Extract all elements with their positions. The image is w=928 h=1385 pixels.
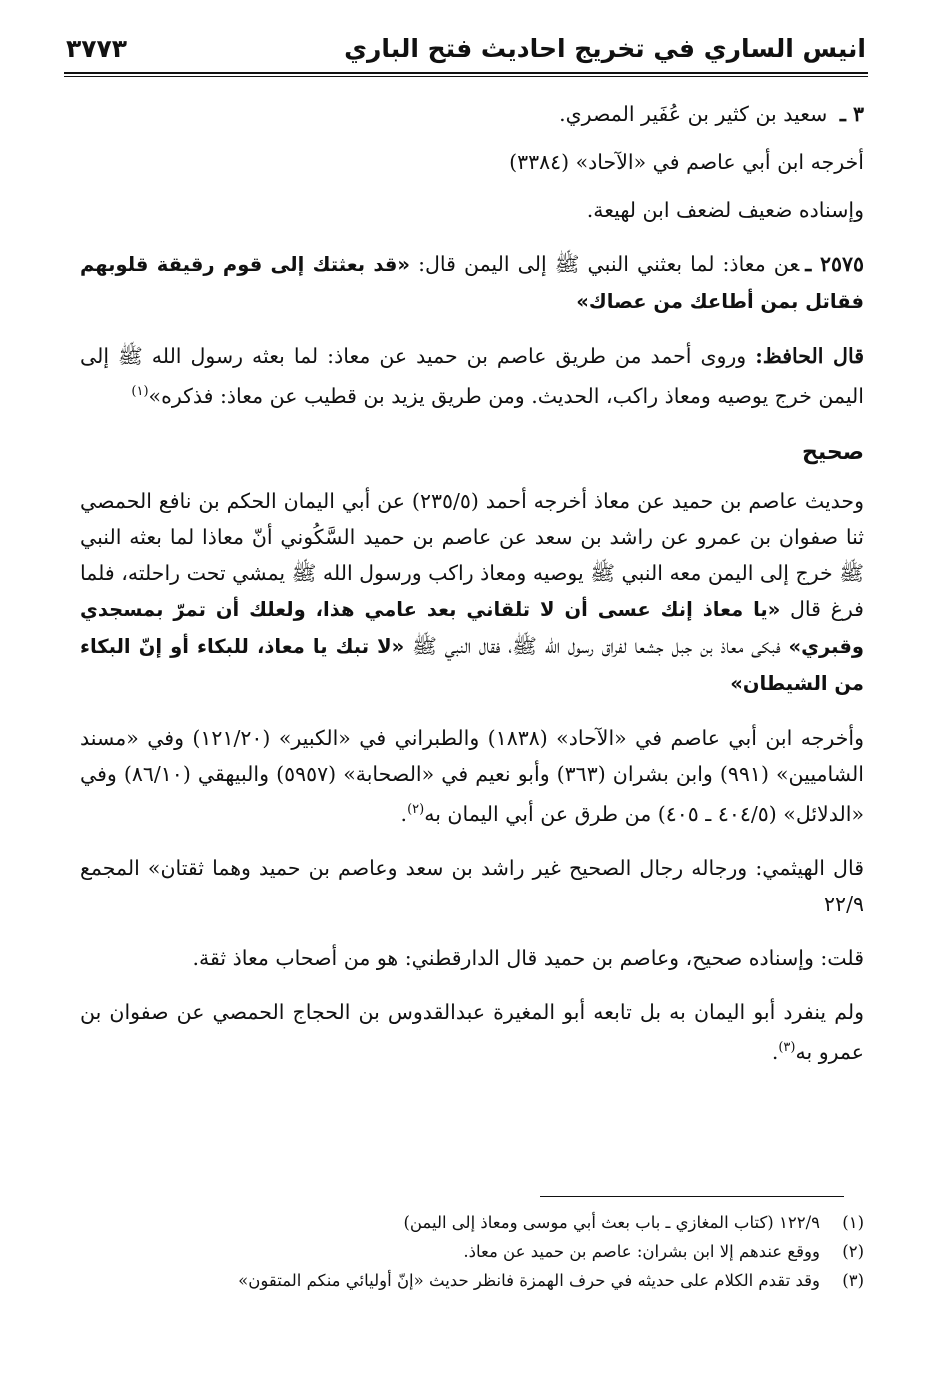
narrator-name: سعيد بن كثير بن عُفَير المصري. [559,102,828,126]
paragraph-3: قال الهيثمي: ورجاله رجال الصحيح غير راشد بن سعد وعاصم بن حميد وهما ثقتان» المجمع ٢٢/٩ [80,855,864,916]
paragraph-1 [80,483,864,702]
footnote-item [200,1208,864,1237]
paragraph-5: ولم ينفرد أبو اليمان به بل تابعه أبو المغيرة عبدالقدوس بن الحجاج الحمصي عن صفوان بن عمرو به$^{(٣)}$. [80,999,864,1064]
hadith-quote: «قد بعثتك إلى قوم رقيقة قلوبهم فقاتل بمن أطاعك من عصاك» [80,253,864,313]
item-3-source: أخرجه ابن أبي عاصم في «الآحاد» (٣٣٨٤) [509,150,864,174]
footnote-item [200,1237,864,1266]
hadith-number: ٢٥٧٥ ـ [805,252,864,276]
footnote-item [200,1266,864,1295]
paragraph-1-text: وحديث عاصم بن حميد عن معاذ أخرجه أحمد (٢٣٥/٥) عن أبي اليمان الحكم بن نافع الحمصي ثنا صفوان بن عمرو عن راشد بن سعد عن عاصم بن حميد السَّكُوني أنّ معاذا لما بعثه النبي ﷺ خرج إلى اليمن معه النبي ﷺ يوصيه ومعاذ راكب ورسول الله ﷺ يمشي تحت راحلته، فلما فرغ قال [80,488,864,621]
footnote-text: ووقع عندهم إلا ابن بشران: عاصم بن حميد عن معاذ. [463,1242,820,1261]
footnote-text: ١٢٢/٩ (كتاب المغازي ـ باب بعث أبي موسى ومعاذ إلى اليمن) [403,1213,820,1232]
item-3 [80,96,864,132]
footnote-number: (٣) [842,1271,864,1290]
item-3-grading: وإسناده ضعيف لضعف ابن لهيعة. [586,198,864,222]
running-header [66,28,866,68]
footnote-separator [540,1196,844,1197]
footnote-ref-2: (٢) [407,801,425,817]
item-number: ٣ ـ [839,102,864,126]
prophet-quote-2: «لا تبك يا معاذ، للبكاء أو إنّ البكاء من الشيطان» [80,634,864,695]
hadith-text [80,246,864,320]
footnote-ref-3: (٣) [778,1039,796,1055]
hadith-intro: عن معاذ: لما بعثني النبي ﷺ إلى اليمن قال: [410,252,800,276]
footnote-number: (١) [842,1213,864,1232]
footnotes [200,1208,864,1295]
paragraph-2: وأخرجه ابن أبي عاصم في «الآحاد» (١٨٣٨) والطبراني في «الكبير» (١٢١/٢٠) وفي «مسند الشاميين» (٩٩١) وابن بشران (٣٦٣) وأبو نعيم في «الصحابة» (٥٩٥٧) والبيهقي (٨٦/١٠) وفي «الدلائل» (٤٠٤/٥ ـ ٤٠٥) من طرق عن أبي اليمان به$^{(٢)}$. [80,725,865,826]
footnote-number: (٢) [842,1242,864,1261]
prophet-quote-1: «يا معاذ إنك عسى أن لا تلقاني بعد عامي هذا، ولعلك أن تمرّ بمسجدي وقبري» [80,597,864,658]
hafiz-comment [80,338,864,414]
footnote-ref-1: (١) [131,384,149,399]
grading-heading: صحيح [802,439,864,465]
paragraph-4: قلت: وإسناده صحيح، وعاصم بن حميد قال الدارقطني: هو من أصحاب معاذ ثقة. [192,945,864,970]
hafiz-text: وروى أحمد من طريق عاصم بن حميد عن معاذ: لما بعثه رسول الله ﷺ إلى اليمن خرج يوصيه ومعاذ راكب، الحديث. ومن طريق يزيد بن قطيب عن معاذ: فذكره» [80,344,864,408]
hafiz-label: قال الحافظ: [755,344,864,368]
header-rule [64,72,868,74]
paragraph-5-text: ولم ينفرد أبو اليمان به بل تابعه أبو المغيرة عبدالقدوس بن الحجاج الحمصي عن صفوان بن عمرو به [80,999,864,1064]
paragraph-1-mid: فبكى معاذ بن جبل جشعا لفراق رسول الله ﷺ، فقال النبي ﷺ [404,633,789,658]
header-title: انيس الساري في تخريج احاديث فتح الباري [344,34,866,63]
paragraph-2-text: وأخرجه ابن أبي عاصم في «الآحاد» (١٨٣٨) والطبراني في «الكبير» (١٢١/٢٠) وفي «مسند الشاميين» (٩٩١) وابن بشران (٣٦٣) وأبو نعيم في «الصحابة» (٥٩٥٧) والبيهقي (٨٦/١٠) وفي «الدلائل» (٤٠٤/٥ ـ ٤٠٥) من طرق عن أبي اليمان به [80,725,865,826]
main-text [80,96,864,1069]
page-number: ٣٧٧٣ [66,34,128,63]
footnote-text: وقد تقدم الكلام على حديثه في حرف الهمزة فانظر حديث «إنّ أوليائي منكم المتقون» [238,1271,820,1290]
header-rule-thin [64,76,868,77]
